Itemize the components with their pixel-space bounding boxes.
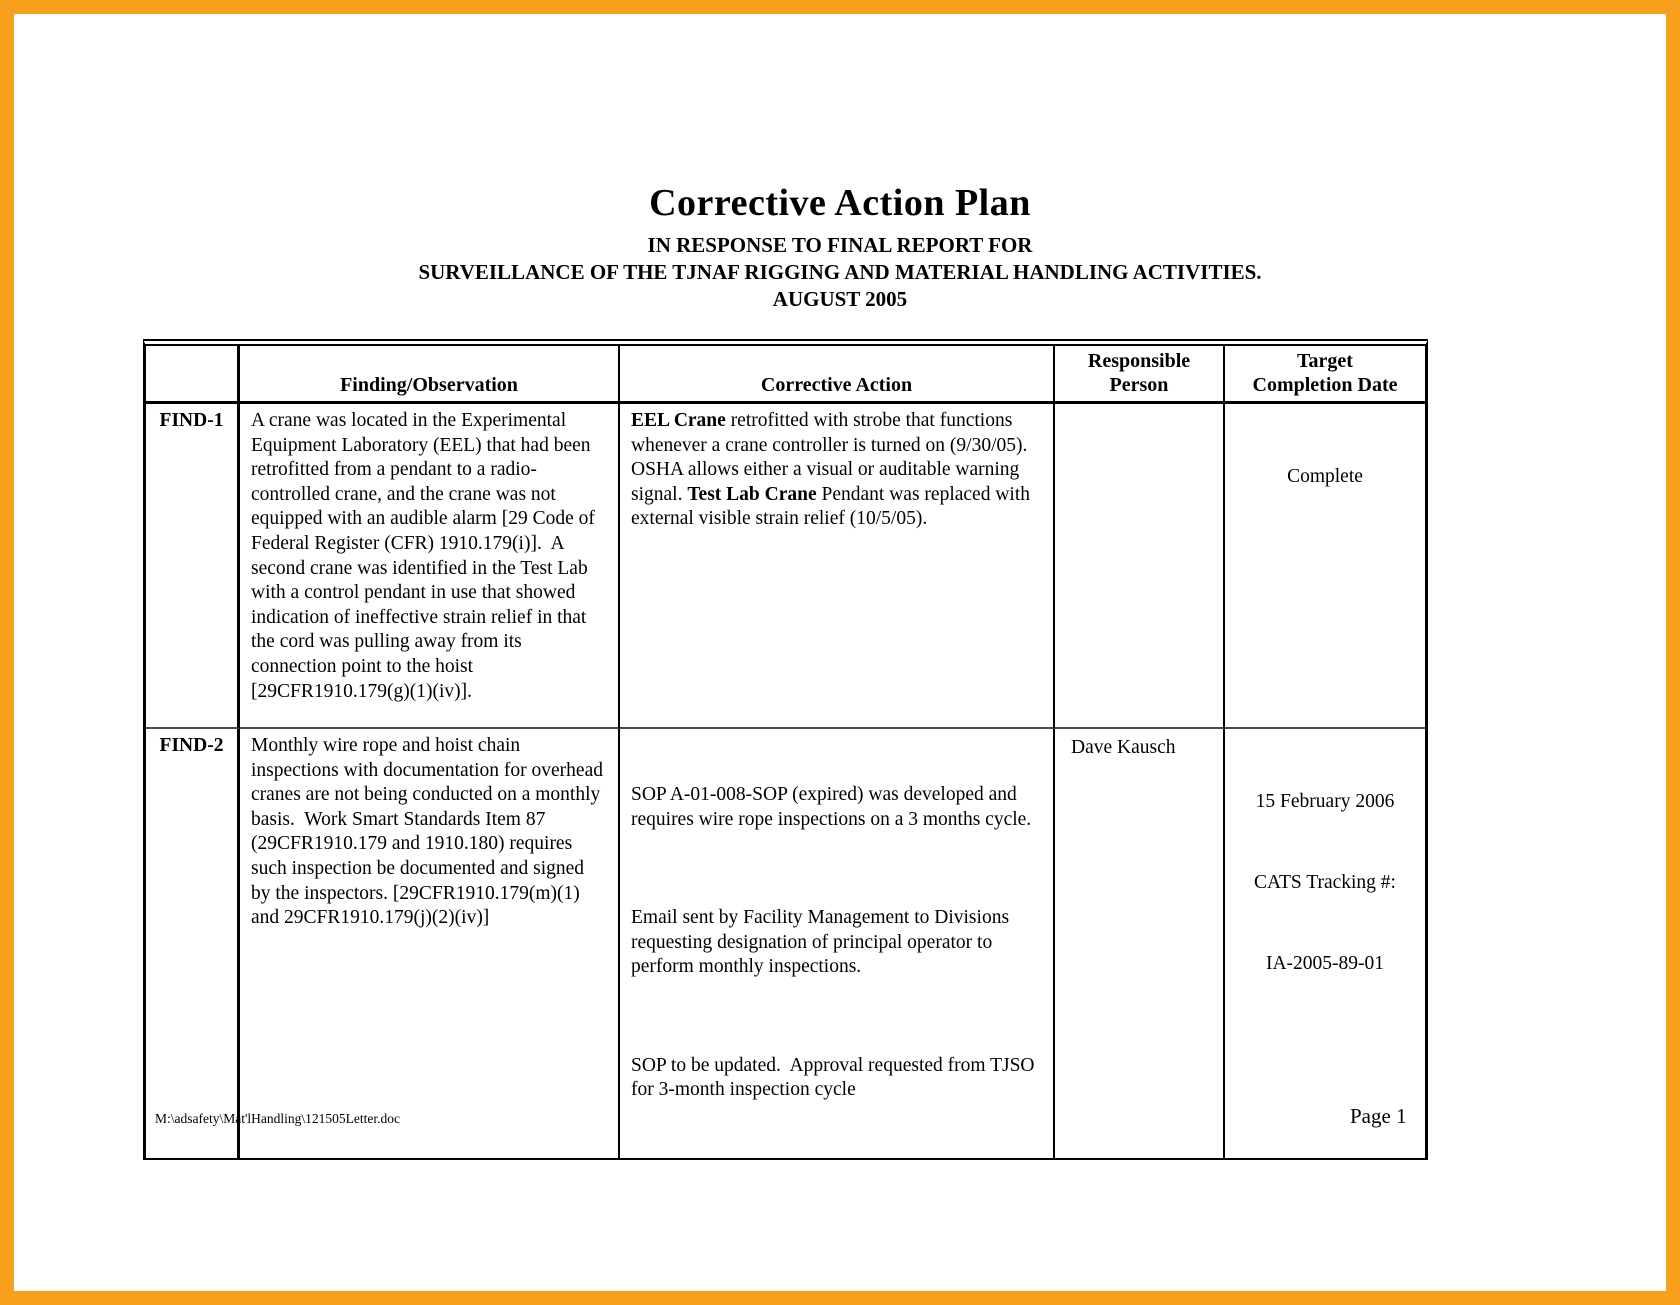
- row2-responsible-person: Dave Kausch: [1055, 729, 1225, 1158]
- row2-finding-id: FIND-2: [146, 729, 240, 1158]
- row1-corrective-segment-1: EEL Crane: [631, 410, 726, 431]
- document-title: Corrective Action Plan: [649, 182, 1031, 224]
- column-header-target-line2: Completion Date: [1252, 374, 1398, 396]
- row1-finding-text: A crane was located in the Experimental Equipment Laboratory (EEL) that had been retrofitted from a pendant to a radio-controlled crane, and the crane was not equipped with an audible alarm [29 Code of Federal Register (CFR) 1910.179(i)]. A second crane was identified in the Test Lab with a control pendant in use that showed indication of ineffective strain relief in that the cord was pulling away from its connection point to the hoist [29CFR1910.179(g)(1)(iv)].: [240, 404, 620, 729]
- row2-corrective-paragraph-2: Email sent by Facility Management to Divisions requesting designation of principal operator to perform monthly inspections.: [631, 907, 1014, 978]
- row1-finding-id: FIND-1: [146, 404, 240, 729]
- row1-corrective-segment-3: Test Lab Crane: [687, 483, 817, 505]
- subtitle-line-1: IN RESPONSE TO FINAL REPORT FOR: [647, 233, 1033, 257]
- row2-corrective-paragraph-1: SOP A-01-008-SOP (expired) was developed and requires wire rope inspections on a 3 months cycle.: [631, 784, 1032, 830]
- column-header-responsible-line1: Responsible: [1087, 350, 1191, 372]
- row1-corrective-segment-2: retrofitted with strobe that functions whenever a crane controller is turned on (9/30/05). OSHA allows either a visual or auditable warning signal.: [631, 410, 1033, 505]
- row1-target-completion: [1225, 404, 1425, 729]
- row2-corrective-paragraph-3: SOP to be updated. Approval requested from TJSO for 3-month inspection cycle: [631, 1054, 1040, 1101]
- column-header-target-line1: Target: [1297, 350, 1353, 372]
- row2-target-completion: [1225, 729, 1425, 1158]
- column-header-id: [146, 346, 240, 404]
- corrective-action-table: [143, 339, 1428, 1160]
- column-header-finding: Finding/Observation: [240, 346, 620, 404]
- row1-corrective-action-text: [620, 404, 1055, 729]
- title-block: [14, 182, 1666, 313]
- row2-target-line1: 15 February 2006: [1255, 791, 1395, 812]
- row1-corrective-segment-4: Pendant was replaced with external visible strain relief (10/5/05).: [631, 483, 1035, 530]
- column-header-responsible-person: [1055, 346, 1225, 404]
- row2-finding-text: Monthly wire rope and hoist chain inspections with documentation for overhead cranes are not being conducted on a monthly basis. Work Smart Standards Item 87 (29CFR1910.179 and 1910.180) requires such inspection be documented and signed by the inspectors. [29CFR1910.179(m)(1) and 29CFR1910.179(j)(2)(iv)]: [240, 729, 620, 1158]
- column-header-responsible-line2: Person: [1109, 374, 1169, 396]
- column-header-target-completion-date: [1225, 346, 1425, 404]
- subtitle-line-3: AUGUST 2005: [772, 287, 908, 311]
- subtitle-line-2: SURVEILLANCE OF THE TJNAF RIGGING AND MATERIAL HANDLING ACTIVITIES.: [418, 260, 1262, 284]
- row2-corrective-action-text: [620, 729, 1055, 1158]
- footer-page-number: Page 1: [1350, 1104, 1407, 1128]
- column-header-corrective-action: Corrective Action: [620, 346, 1055, 404]
- document-subtitle: [14, 232, 1666, 313]
- document-page: [14, 14, 1666, 1291]
- row2-target-line3: IA-2005-89-01: [1265, 953, 1385, 974]
- footer-file-path: M:\adsafety\Mat'lHandling\121505Letter.doc: [155, 1111, 401, 1126]
- row2-target-line2: CATS Tracking #:: [1254, 872, 1396, 893]
- row1-target-line1: Complete: [1287, 466, 1363, 487]
- row1-responsible-person: [1055, 404, 1225, 729]
